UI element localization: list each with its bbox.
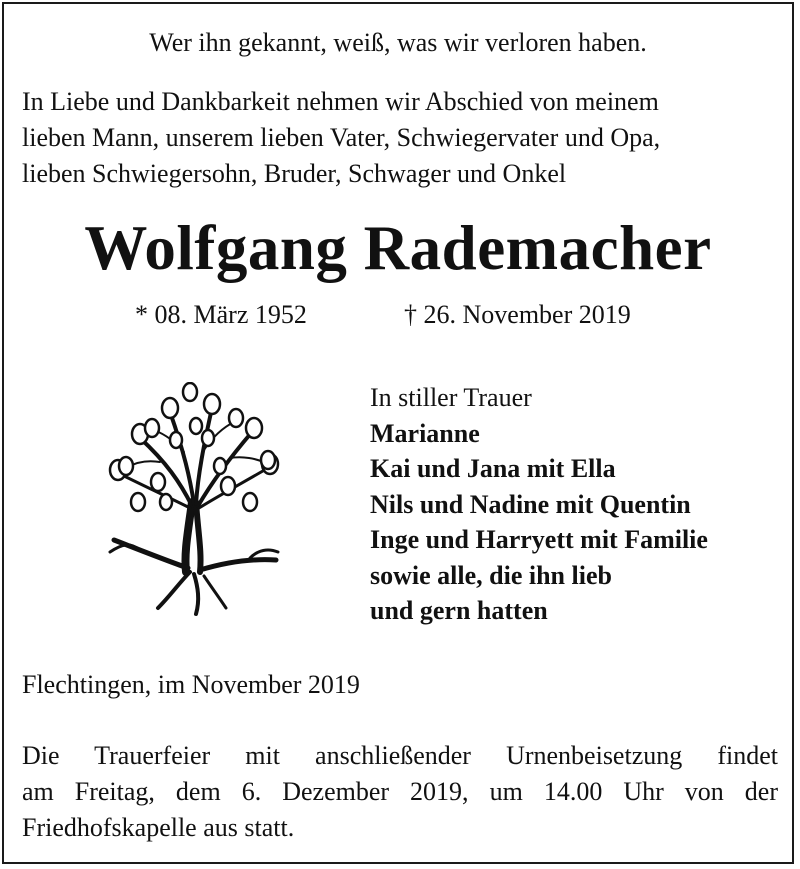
funeral-info — [22, 738, 778, 846]
obituary-notice — [2, 2, 794, 864]
funeral-line: Friedhofskapelle aus statt. — [22, 813, 295, 842]
intro-line: In Liebe und Dankbarkeit nehmen wir Abschied von meinem — [22, 87, 659, 116]
mourners-block — [370, 380, 708, 629]
mourner-name: Marianne — [370, 418, 480, 448]
mourner-name: Kai und Jana mit Ella — [370, 454, 616, 483]
intro-text — [22, 84, 778, 192]
mourner-name: Nils und Nadine mit Quentin — [370, 489, 691, 519]
intro-line: lieben Mann, unserem lieben Vater, Schwiegervater und Opa, — [22, 123, 661, 152]
mourner-name: und gern hatten — [370, 596, 548, 625]
birth-date: * 08. März 1952 — [135, 300, 307, 329]
motto: Wer ihn gekannt, weiß, was wir verloren haben. — [149, 28, 647, 57]
deceased-name: Wolfgang Rademacher — [84, 213, 712, 283]
mourner-name: Inge und Harryett mit Familie — [370, 525, 708, 554]
intro-line: lieben Schwiegersohn, Bruder, Schwager und Onkel — [22, 159, 567, 188]
mourners-lead: In stiller Trauer — [370, 383, 532, 412]
tree-of-life-icon — [100, 382, 286, 620]
funeral-line: Die Trauerfeier mit anschließender Urnenbeisetzung findet — [22, 741, 778, 770]
funeral-line: am Freitag, dem 6. Dezember 2019, um 14.00 Uhr von der — [22, 777, 778, 806]
death-date: † 26. November 2019 — [404, 300, 631, 329]
place-date: Flechtingen, im November 2019 — [22, 670, 360, 699]
mourner-name: sowie alle, die ihn lieb — [370, 560, 612, 590]
